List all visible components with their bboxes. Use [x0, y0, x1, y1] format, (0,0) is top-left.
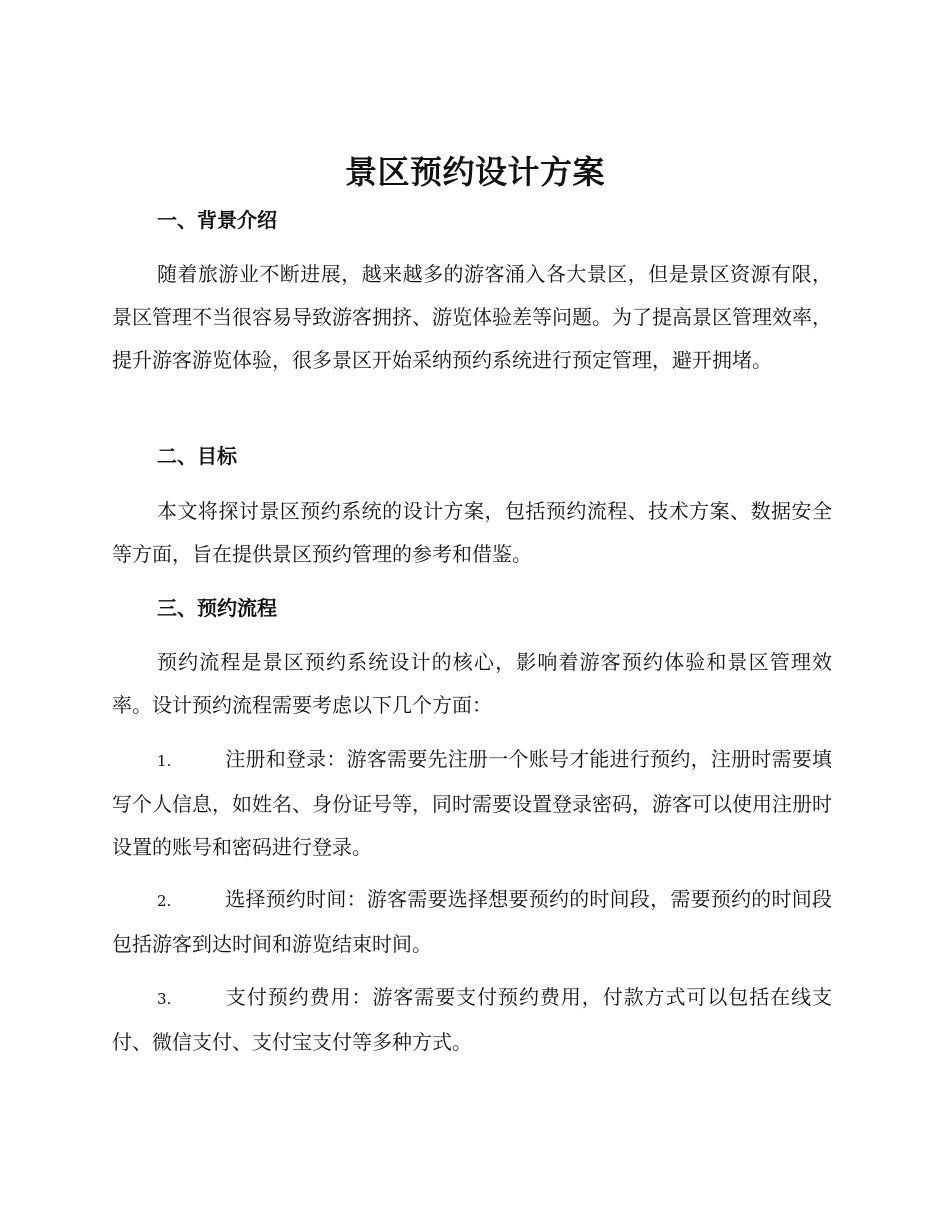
section-paragraph-background: 随着旅游业不断进展，越来越多的游客涌入各大景区，但是景区资源有限，景区管理不当很容易导致游客拥挤、游览体验差等问题。为了提高景区管理效率，提升游客游览体验，很多景区开始采纳预约系统进行预定管理，避开拥堵。: [112, 262, 832, 372]
list-item-number: 3.: [157, 990, 172, 1008]
list-item-number: 1.: [157, 752, 172, 770]
section-heading-goal: 二、目标: [157, 444, 237, 468]
list-item-text: 支付预约费用：游客需要支付预约费用，付款方式可以包括在线支付、微信支付、支付宝支付等多种方式。: [112, 985, 832, 1054]
list-item: [112, 878, 832, 966]
section-paragraph-booking-flow: 预约流程是景区预约系统设计的核心，影响着游客预约体验和景区管理效率。设计预约流程需要考虑以下几个方面：: [112, 650, 832, 717]
list-item-text: 注册和登录：游客需要先注册一个账号才能进行预约，注册时需要填写个人信息，如姓名、身份证号等，同时需要设置登录密码，游客可以使用注册时设置的账号和密码进行登录。: [112, 747, 832, 859]
section-paragraph-goal: 本文将探讨景区预约系统的设计方案，包括预约流程、技术方案、数据安全等方面，旨在提供景区预约管理的参考和借鉴。: [112, 499, 832, 566]
list-item: [112, 738, 832, 869]
list-item-text: 选择预约时间：游客需要选择想要预约的时间段，需要预约的时间段包括游客到达时间和游览结束时间。: [112, 887, 832, 956]
list-item: [112, 976, 832, 1064]
section-heading-booking-flow: 三、预约流程: [157, 596, 277, 620]
section-heading-background: 一、背景介绍: [157, 208, 277, 232]
list-item-number: 2.: [157, 892, 172, 910]
document-title: 景区预约设计方案: [344, 153, 605, 191]
